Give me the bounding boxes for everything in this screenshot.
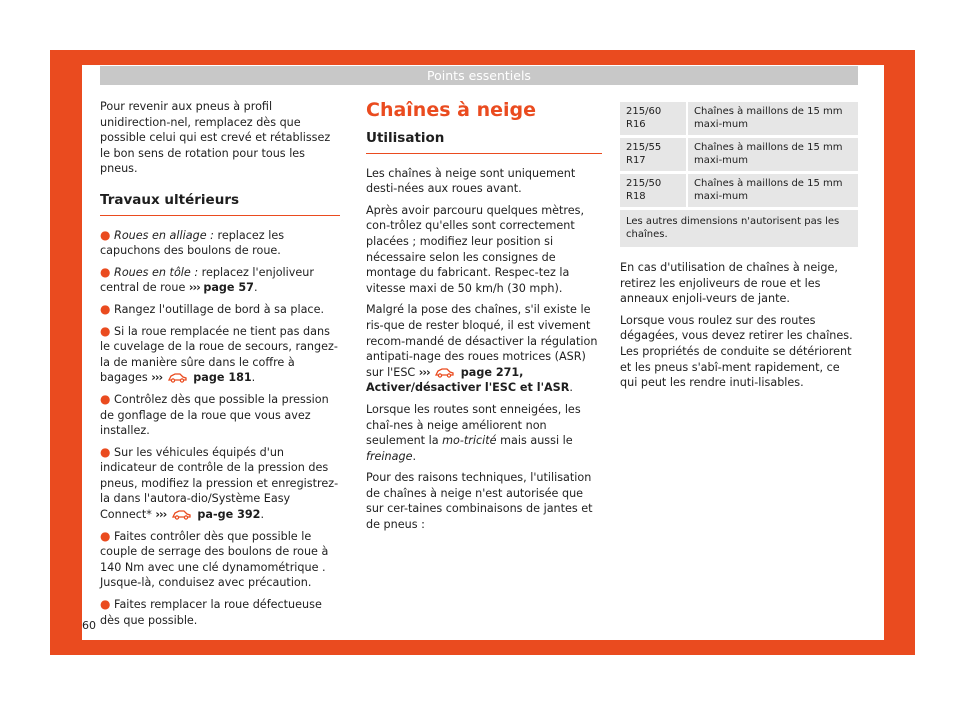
table-row <box>620 174 858 207</box>
bullet-dot-icon: ● <box>100 264 111 279</box>
table-row <box>620 102 858 135</box>
section-title-travaux: Travaux ultérieurs <box>100 193 340 216</box>
bullet-indicateur: ● Sur les véhicules équipés d'un indicateur de contrôle de la pression des pneus, modifiez la pression et enregistrez-la dans l'autora-dio/Système Easy Connect* ››› pa-ge 392. <box>100 444 339 522</box>
bullet-dot-icon: ● <box>100 227 111 242</box>
paragraph: Pour des raisons techniques, l'utilisation de chaînes à neige n'est autorisée que sur cer-taines combinaisons de jantes et de pneus : <box>366 471 593 532</box>
bullet-tole: ● Roues en tôle : replacez l'enjoliveur central de roue ››› page 57. <box>100 264 314 295</box>
paragraph: Lorsque vous roulez sur des routes dégagées, vous devez retirer les chaînes. Les propriétés de conduite se détériorent et les pneus s'abî-ment rapidement, ce qui peut les rendre inuti-lisables. <box>620 313 853 390</box>
paragraph-esc: Malgré la pose des chaînes, s'il existe le ris-que de rester bloqué, il est vivement recom-mandé de désactiver la régulation antipati-nage des roues motrices (ASR) sur l'ESC ››› page 271, Activer/désactiver l'ESC et l'ASR. <box>366 303 598 395</box>
chain-spec-cell: Chaînes à maillons de 15 mm maxi-mum <box>688 138 858 171</box>
page-reference-link[interactable]: pa-ge 392 <box>197 508 261 522</box>
paragraph: Après avoir parcouru quelques mètres, con-trôlez qu'elles sont correctement placées ; modifiez leur position si nécessaire selon les consignes de montage du fabricant. Respec-tez la vitesse maxi de 50 km/h (30 mph). <box>366 203 585 295</box>
chain-spec-cell: Chaînes à maillons de 15 mm maxi-mum <box>688 174 858 207</box>
tire-size-cell: 215/60 R16 <box>620 102 688 135</box>
table-row <box>620 138 858 171</box>
intro-paragraph: Pour revenir aux pneus à profil unidirection-nel, remplacez dès que possible celui qui est crevé et rétablissez le bon sens de rotation pour tous les pneus. <box>100 100 331 176</box>
car-book-icon <box>435 366 455 378</box>
bullet-dot-icon: ● <box>100 597 111 612</box>
bullet-dot-icon: ● <box>100 323 111 338</box>
page-reference-link[interactable]: page 57 <box>203 281 254 295</box>
bullet-pression: ● Contrôlez dès que possible la pression de gonflage de la roue que vous avez installez. <box>100 391 329 438</box>
section-banner: Points essentiels <box>100 66 858 85</box>
reference-arrows: ››› <box>188 281 200 295</box>
paragraph-motricite: Lorsque les routes sont enneigées, les chaî-nes à neige améliorent non seulement la mo-tricité mais aussi le freinage. <box>366 402 581 463</box>
page-number: 60 <box>82 619 96 632</box>
bullet-outillage: ● Rangez l'outillage de bord à sa place. <box>100 301 325 316</box>
bullet-dot-icon: ● <box>100 301 111 316</box>
section-title-utilisation: Utilisation <box>366 131 602 154</box>
tire-size-cell: 215/55 R17 <box>620 138 688 171</box>
page-reference-link[interactable]: page 271, Activer/désactiver l'ESC et l'ASR <box>366 365 570 395</box>
car-book-icon <box>168 371 188 383</box>
chain-spec-cell: Chaînes à maillons de 15 mm maxi-mum <box>688 102 858 135</box>
bullet-couple: ● Faites contrôler dès que possible le couple de serrage des boulons de roue à 140 Nm avec une clé dynamométrique . Jusque-là, conduisez avec précaution. <box>100 528 329 590</box>
car-book-icon <box>172 508 192 520</box>
reference-arrows: ››› <box>418 365 430 379</box>
paragraph: En cas d'utilisation de chaînes à neige, retirez les enjoliveurs de roue et les anneaux enjoli-veurs de jante. <box>620 261 838 306</box>
middle-column <box>366 99 602 539</box>
chapter-title: Chaînes à neige <box>366 99 536 121</box>
bullet-rangement: ● Si la roue remplacée ne tient pas dans le cuvelage de la roue de secours, rangez-la de manière sûre dans le coffre à bagages ››› page 181. <box>100 323 338 385</box>
right-column <box>620 99 858 397</box>
bullet-dot-icon: ● <box>100 528 111 543</box>
table-note: Les autres dimensions n'autorisent pas les chaînes. <box>620 210 858 247</box>
paragraph: Les chaînes à neige sont uniquement desti-nées aux roues avant. <box>366 166 576 196</box>
bullet-remplacer: ● Faites remplacer la roue défectueuse dès que possible. <box>100 597 322 627</box>
page-reference-link[interactable]: page 181 <box>193 371 252 385</box>
page-frame <box>50 50 915 655</box>
bullet-dot-icon: ● <box>100 391 111 406</box>
tire-size-cell: 215/50 R18 <box>620 174 688 207</box>
reference-arrows: ››› <box>151 371 163 385</box>
manual-page <box>82 65 884 640</box>
tire-chain-table <box>620 99 858 250</box>
bullet-alliage: ● Roues en alliage : replacez les capuchons des boulons de roue. <box>100 227 285 258</box>
left-column <box>100 99 340 634</box>
table-row <box>620 210 858 247</box>
bullet-dot-icon: ● <box>100 444 111 459</box>
reference-arrows: ››› <box>155 508 167 522</box>
